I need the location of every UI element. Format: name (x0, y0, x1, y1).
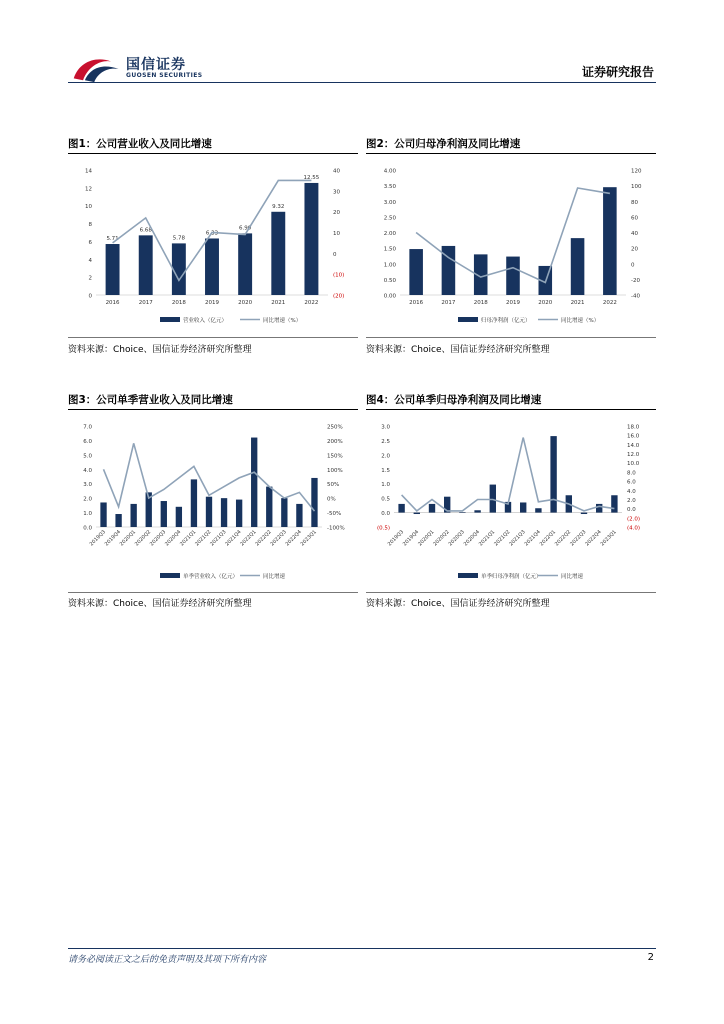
bar (205, 238, 219, 295)
right-axis-tick: 150% (327, 453, 343, 460)
right-axis-tick: 0 (333, 251, 337, 258)
category-label: 2021Q4 (523, 529, 542, 548)
report-type-label: 证券研究报告 (581, 65, 654, 79)
legend-bar-swatch (458, 317, 478, 322)
left-axis-tick: 2.0 (381, 453, 390, 460)
left-axis-tick: 1.5 (381, 467, 390, 474)
category-label: 2022Q2 (254, 529, 273, 548)
left-axis-tick: 3.0 (83, 482, 92, 489)
bar (571, 238, 585, 295)
category-label: 2020Q3 (447, 529, 466, 548)
right-axis-tick: 6.0 (627, 479, 636, 486)
right-axis-tick: -20 (631, 277, 640, 284)
figure-4-source-rule (366, 592, 656, 593)
bar (311, 478, 317, 527)
right-axis-tick: 18.0 (627, 424, 640, 431)
category-label: 2020 (538, 300, 553, 306)
left-axis-tick: (0.5) (376, 525, 390, 532)
category-label: 2020Q2 (133, 529, 153, 548)
legend-line-label: 同比增速 (263, 574, 286, 580)
left-axis-tick: 2.0 (83, 496, 92, 503)
page-number: 2 (647, 952, 654, 963)
figure-3-source: 资料来源：Choice、国信证券经济研究所整理 (68, 599, 252, 609)
left-axis-tick: 1.0 (83, 511, 92, 518)
right-axis-tick: -100% (327, 525, 345, 532)
category-label: 2019 (205, 300, 219, 306)
data-label: 12.55 (303, 174, 320, 181)
left-axis-tick: 2.00 (383, 231, 396, 237)
bar (238, 233, 252, 295)
category-label: 2021 (271, 300, 286, 306)
right-axis-tick: (4.0) (627, 525, 641, 532)
category-label: 2022Q3 (269, 529, 288, 548)
data-label: 6.68 (139, 227, 152, 234)
category-label: 2022 (304, 300, 319, 306)
legend-bar-label: 归母净利润（亿元） (481, 318, 531, 324)
bar (611, 495, 617, 512)
legend-bar-swatch (160, 573, 180, 578)
left-axis-tick: 5.0 (83, 453, 92, 460)
bar (603, 187, 617, 295)
figure-1-rule (68, 153, 358, 154)
right-axis-tick: 2.0 (627, 497, 636, 504)
figure-4-title: 图4：公司单季归母净利润及同比增速 (366, 394, 542, 406)
legend-bar-label: 单季归母净利润（亿元） (481, 574, 542, 580)
left-axis-tick: 0.5 (381, 496, 390, 503)
right-axis-tick: 100 (631, 184, 642, 191)
data-label: 5.78 (172, 235, 185, 242)
bar (506, 257, 520, 295)
right-axis-tick: -50% (327, 511, 342, 518)
right-axis-tick: 30 (333, 189, 340, 196)
category-label: 2019Q3 (386, 529, 406, 548)
right-axis-tick: 120 (631, 168, 642, 175)
left-axis-tick: 7.0 (83, 424, 92, 431)
category-label: 2021Q2 (493, 529, 512, 548)
legend-line-label: 同比增速（%） (263, 318, 302, 324)
left-axis-tick: 2.50 (383, 215, 396, 222)
left-axis-tick: 14 (85, 168, 92, 175)
left-axis-tick: 3.00 (383, 199, 396, 206)
left-axis-tick: 3.50 (383, 184, 396, 191)
report-header (0, 0, 724, 90)
bar (535, 508, 541, 512)
bar (581, 513, 587, 514)
figure-2-rule (366, 153, 656, 154)
category-label: 2022 (602, 300, 617, 306)
bar (191, 479, 197, 527)
data-label: 5.71 (106, 236, 119, 243)
legend-bar-label: 营业收入（亿元） (183, 318, 228, 324)
category-label: 2019Q4 (401, 529, 421, 548)
right-axis-tick: 250% (327, 424, 343, 431)
bar (221, 498, 227, 527)
right-axis-tick: (2.0) (627, 516, 641, 523)
right-axis-tick: 60 (631, 215, 638, 222)
bar (550, 436, 556, 512)
category-label: 2020Q4 (462, 529, 482, 548)
figure-3-chart (68, 414, 358, 589)
left-axis-tick: 0.00 (383, 293, 396, 300)
bar (474, 510, 480, 512)
left-axis-tick: 1.0 (381, 482, 390, 489)
category-label: 2019Q4 (103, 529, 123, 548)
left-axis-tick: 6.0 (83, 438, 92, 445)
category-label: 2022Q4 (284, 529, 303, 548)
category-label: 2023Q1 (599, 529, 618, 548)
data-label: 6.33 (205, 230, 219, 237)
left-axis-tick: 2 (88, 275, 92, 282)
category-label: 2021Q2 (194, 529, 213, 548)
category-label: 2020 (238, 300, 253, 306)
bar (459, 512, 465, 513)
right-axis-tick: 200% (327, 438, 343, 445)
right-axis-tick: 20 (333, 210, 340, 217)
data-label: 6.90 (239, 225, 252, 232)
legend-line-label: 同比增速（%） (561, 318, 600, 324)
category-label: 2020Q1 (118, 529, 138, 548)
category-label: 2018 (473, 300, 488, 306)
left-axis-tick: 0.0 (381, 511, 390, 518)
right-axis-tick: (20) (333, 293, 345, 300)
left-axis-tick: 8 (88, 222, 92, 229)
right-axis-tick: 100% (327, 467, 343, 474)
figure-1-source-rule (68, 337, 358, 338)
category-label: 2023Q1 (299, 529, 318, 548)
footer-disclaimer: 请务必阅读正文之后的免责声明及其项下所有内容 (68, 955, 267, 965)
legend-bar-swatch (160, 317, 180, 322)
bar (251, 438, 257, 527)
left-axis-tick: 1.00 (383, 262, 396, 269)
right-axis-tick: 0% (327, 496, 336, 503)
bar (304, 183, 318, 295)
right-axis-tick: -40 (631, 293, 640, 300)
bar (161, 501, 167, 527)
bar (115, 514, 121, 527)
bar (596, 504, 602, 513)
category-label: 2017 (441, 300, 456, 306)
figure-4-source: 资料来源：Choice、国信证券经济研究所整理 (366, 599, 550, 609)
bar (398, 504, 404, 513)
left-axis-tick: 0.50 (383, 277, 396, 284)
bar (266, 487, 272, 527)
category-label: 2020Q2 (432, 529, 451, 548)
right-axis-tick: 20 (631, 246, 638, 253)
category-label: 2022Q2 (553, 529, 573, 548)
guosen-logo-icon (70, 52, 126, 86)
figure-2-source: 资料来源：Choice、国信证券经济研究所整理 (366, 345, 550, 355)
right-axis-tick: 40 (333, 168, 340, 175)
left-axis-tick: 1.50 (383, 246, 396, 253)
right-axis-tick: 80 (631, 199, 638, 206)
category-label: 2017 (138, 300, 153, 306)
left-axis-tick: 10 (85, 204, 92, 211)
left-axis-tick: 6 (88, 239, 92, 246)
left-axis-tick: 4.0 (83, 467, 92, 474)
bar (106, 244, 120, 295)
category-label: 2022Q1 (538, 529, 558, 548)
footer-divider (68, 948, 656, 949)
category-label: 2021Q3 (508, 529, 527, 548)
right-axis-tick: 14.0 (627, 442, 640, 449)
bar (100, 502, 106, 527)
legend-line-label: 同比增速 (561, 574, 584, 580)
figure-3-title: 图3：公司单季营业收入及同比增速 (68, 394, 233, 406)
category-label: 2021Q1 (179, 529, 198, 548)
category-label: 2019 (506, 300, 520, 306)
right-axis-tick: 40 (631, 231, 638, 237)
bar (236, 500, 242, 527)
right-axis-tick: 10.0 (627, 461, 640, 468)
figure-4-rule (366, 409, 656, 410)
bar (520, 502, 526, 512)
left-axis-tick: 2.5 (381, 438, 390, 445)
data-label: 9.32 (272, 203, 285, 210)
right-axis-tick: 16.0 (627, 433, 640, 440)
category-label: 2022Q1 (239, 529, 258, 548)
category-label: 2022Q3 (569, 529, 588, 548)
header-divider (68, 82, 656, 83)
figure-3-source-rule (68, 592, 358, 593)
bar (176, 507, 182, 527)
category-label: 2022Q4 (584, 529, 603, 548)
right-axis-tick: 0 (631, 262, 635, 269)
category-label: 2018 (171, 300, 186, 306)
left-axis-tick: 3.0 (381, 424, 390, 431)
category-label: 2020Q1 (417, 529, 436, 548)
category-label: 2021Q4 (224, 529, 243, 548)
figure-2-source-rule (366, 337, 656, 338)
category-label: 2021Q3 (209, 529, 228, 548)
left-axis-tick: 12 (85, 186, 92, 193)
right-axis-tick: 0.0 (627, 507, 636, 514)
bar (414, 513, 420, 514)
logo-subtext: GUOSEN SECURITIES (126, 72, 203, 79)
left-axis-tick: 4 (88, 257, 92, 264)
category-label: 2020Q3 (148, 529, 168, 548)
bar (490, 485, 496, 513)
bar (206, 497, 212, 527)
figure-3-rule (68, 409, 358, 410)
category-label: 2016 (105, 300, 120, 306)
legend-bar-swatch (458, 573, 478, 578)
right-axis-tick: 8.0 (627, 470, 636, 477)
figure-4-chart (366, 414, 656, 589)
right-axis-tick: 50% (327, 482, 340, 489)
bar (131, 504, 137, 527)
figure-2-chart (366, 158, 656, 333)
right-axis-tick: 10 (333, 231, 340, 237)
figure-1-chart (68, 158, 358, 333)
legend-bar-label: 单季营业收入（亿元） (183, 574, 239, 580)
bar (409, 249, 423, 295)
bar (139, 235, 153, 295)
bar (281, 498, 287, 527)
right-axis-tick: 4.0 (627, 488, 636, 495)
left-axis-tick: 4.00 (383, 168, 396, 175)
category-label: 2019Q3 (88, 529, 107, 548)
figure-1-source: 资料来源：Choice、国信证券经济研究所整理 (68, 345, 252, 355)
growth-line (402, 438, 615, 511)
left-axis-tick: 0.0 (83, 525, 92, 532)
right-axis-tick: 12.0 (627, 452, 640, 459)
bar (271, 212, 285, 295)
category-label: 2021 (570, 300, 585, 306)
logo-text: 国信证券 (126, 57, 186, 73)
figure-1-title: 图1：公司营业收入及同比增速 (68, 138, 212, 150)
bar (429, 504, 435, 513)
figure-2-title: 图2：公司归母净利润及同比增速 (366, 138, 521, 150)
bar (172, 243, 186, 295)
category-label: 2021Q1 (477, 529, 497, 548)
bar (296, 504, 302, 527)
category-label: 2016 (409, 300, 424, 306)
right-axis-tick: (10) (333, 272, 345, 279)
left-axis-tick: 0 (88, 293, 92, 300)
category-label: 2020Q4 (164, 529, 183, 548)
